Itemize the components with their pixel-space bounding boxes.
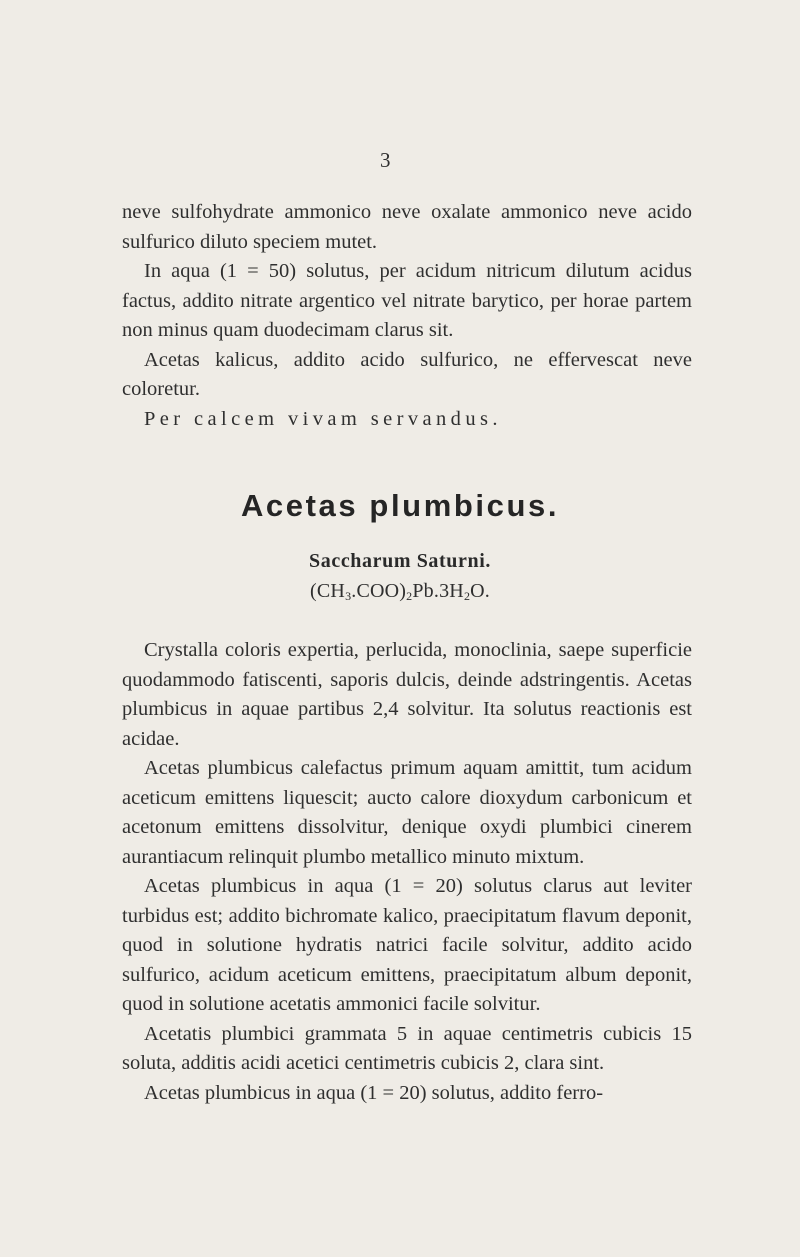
formula-subscript: 2 — [406, 589, 413, 603]
clarity-test-paragraph: Acetatis plumbici grammata 5 in aquae centimetris cubicis 15 soluta, additis acidi acetici centimetris cubicis 2, clara sint. — [122, 1022, 692, 1074]
storage-instruction: Per calcem vivam servandus. — [144, 407, 502, 430]
intro-paragraph-continuation: neve sulfohydrate ammonico neve oxalate ammonico neve acido sulfurico diluto speciem mutet. — [122, 201, 692, 253]
intro-paragraph-solution-test: In aqua (1 = 50) solutus, per acidum nitricum dilutum acidus factus, addito nitrate argentico vel nitrate barytico, per horae partem non minus quam duodecimam clarus sit. — [122, 260, 692, 341]
description-paragraph: Crystalla coloris expertia, perlucida, monoclinia, saepe superficie quodammodo fatiscenti, saporis dulcis, deinde adstringentis. Acetas plumbicus in aquae partibus 2,4 solvitur. Ita solutus reactionis est acidae. — [122, 639, 692, 750]
heating-paragraph: Acetas plumbicus calefactus primum aquam amittit, tum acidum aceticum emittens liquescit; aucto calore dioxydum carbonicum et acetonum emittens dissolvitur, denique oxydi plumbici cinerem aurantiacum relinquit plumbo metallico minuto mixtum. — [122, 757, 692, 868]
formula-subscript: 2 — [463, 589, 471, 603]
page-number: 3 — [380, 148, 391, 172]
entry-title: Acetas plumbicus. — [240, 488, 560, 523]
intro-text-block — [122, 198, 692, 434]
formula-subscript: 3 — [345, 589, 352, 603]
formula-part: O. — [470, 580, 490, 602]
entry-synonym: Saccharum Saturni. — [309, 550, 491, 572]
formula-part: .COO) — [351, 580, 407, 602]
solution-test-paragraph: Acetas plumbicus in aqua (1 = 20) solutus clarus aut leviter turbidus est; addito bichromate kalico, praecipitatum flavum deponit, quod in solutione hydratis natrici facile solvitur, addito acido sulfurico, acidum aceticum emittens, praecipitatum album deponit, quod in solutione acetatis ammonici facile solvitur. — [122, 875, 692, 1015]
formula-part: Pb.3H — [412, 580, 464, 602]
entry-text-block — [122, 636, 692, 1108]
formula-part: (CH — [310, 580, 346, 602]
intro-paragraph-potassium-test: Acetas kalicus, addito acido sulfurico, ne effervescat neve coloretur. — [122, 348, 692, 400]
continued-paragraph: Acetas plumbicus in aqua (1 = 20) solutus, addito ferro- — [144, 1081, 604, 1104]
chemical-formula — [0, 580, 800, 604]
